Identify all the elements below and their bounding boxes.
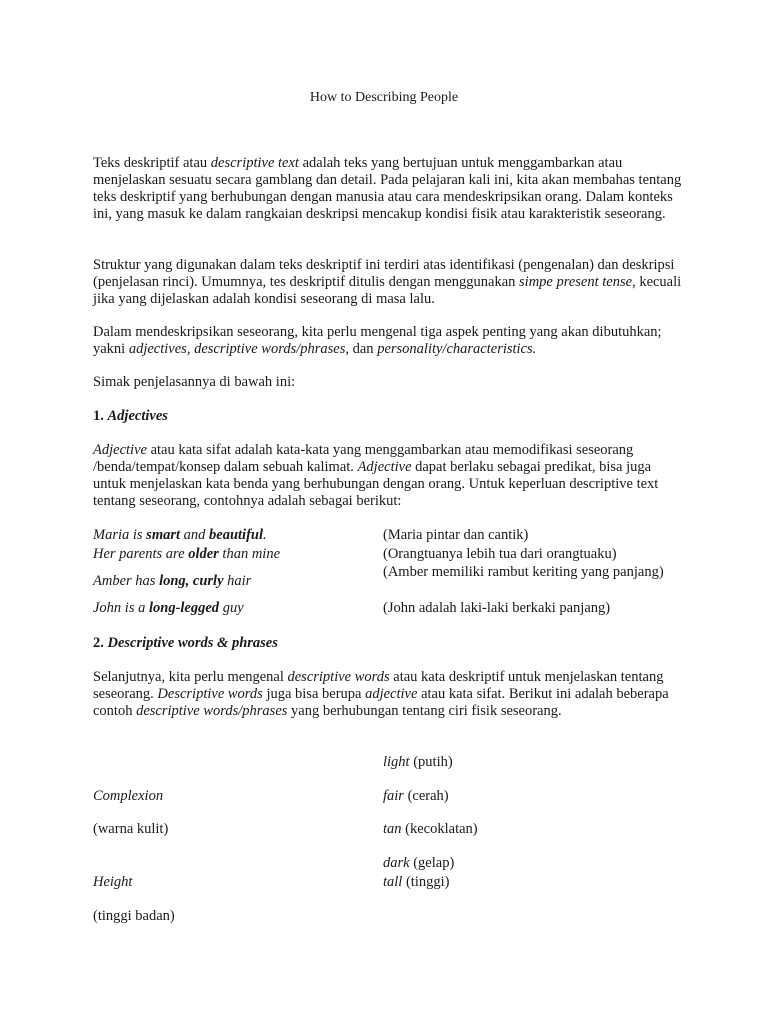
height-option [383,874,449,891]
intro-paragraph-3 [93,324,683,358]
text-run: atau kata sifat adalah kata-kata yang menggambarkan atau memodifikasi seseorang /benda/tempat/konsep dalam sebuah kalimat. [93,442,634,475]
text-run: . [263,527,267,543]
emphasis: Descriptive words [157,686,263,702]
category-label: Complexion [93,788,164,804]
text-run: adalah teks yang bertujuan untuk menggambarkan atau menjelaskan sesuatu secara gamblang dan detail. Pada pelajaran kali ini, kita akan membahas tentang teks deskriptif yang berhubungan dengan manusia atau cara mendeskripsikan orang. Dalam konteks ini, yang masuk ke dalam rangkaian deskripsi mencakup kondisi fisik atau karakteristik seseorang. [93,155,682,222]
text-run: Teks deskriptif atau [93,155,211,171]
emphasis: adjective [365,686,418,702]
text-run: yang berhubungan tentang ciri fisik seseorang. [287,703,562,719]
example-translation: (Amber memiliki rambut keriting yang panjang) [383,564,664,580]
meaning: (tinggi) [402,874,450,890]
height-label [93,874,132,891]
bold-term: smart [146,527,181,543]
example-translation: (Maria pintar dan cantik) [383,527,529,543]
section-number: 2. [93,635,108,651]
meaning: (kecoklatan) [401,821,478,837]
term: tall [383,874,403,890]
text-run: Her parents are [93,546,189,562]
text-run: Dalam mendeskripsikan seseorang, kita perlu mengenal tiga aspek penting yang akan dibutuhkan; yakni [93,324,662,357]
text-run: , kecuali jika yang dijelaskan adalah kondisi seseorang di masa lalu. [93,274,682,307]
bold-term: long, curly [159,573,224,589]
term: light [383,754,410,770]
text-run: , dan [345,341,378,357]
section-title: Adjectives [107,408,168,424]
term: tan [383,821,402,837]
intro-paragraph-2 [93,257,683,308]
text-run: John is a [93,600,149,616]
text-run: and [180,527,210,543]
section-2-paragraph [93,669,683,720]
complexion-sublabel: (warna kulit) [93,821,169,837]
section-2-heading [93,635,278,652]
text-run: than mine [218,546,281,562]
example-sentence [93,527,373,544]
height-sublabel: (tinggi badan) [93,908,175,924]
term: dark [383,855,410,871]
section-1-heading [93,408,168,425]
example-sentence [93,600,373,617]
emphasis: adjectives, descriptive words/phrases [128,341,346,357]
text-run: Selanjutnya, kita perlu mengenal [93,669,288,685]
emphasis: simpe present tense [519,274,633,290]
intro-paragraph-1 [93,155,683,223]
category-label: Height [93,874,133,890]
emphasis: descriptive text [210,155,299,171]
complexion-option [383,821,478,838]
section-number: 1. [93,408,108,424]
text-run: dapat berlaku sebagai predikat, bisa juga untuk menjelaskan kata benda yang berhubungan dengan orang. Untuk keperluan descriptive text tentang seseorang, contohnya adalah sebagai berikut: [93,459,659,509]
emphasis: Adjective [357,459,412,475]
text-run: Struktur yang digunakan dalam teks deskriptif ini terdiri atas identifikasi (pengenalan) dan deskripsi (penjelasan rinci). Umumnya, tes deskriptif ditulis dengan menggunakan [93,257,675,290]
example-translation: (John adalah laki-laki berkaki panjang) [383,600,611,616]
bold-term: long-legged [148,600,220,616]
meaning: (putih) [409,754,453,770]
complexion-label [93,788,163,805]
section-1-paragraph [93,442,683,510]
text-run: guy [219,600,244,616]
text-run: juga bisa berupa [262,686,366,702]
document-title: How to Describing People [309,90,459,105]
section-title: Descriptive words & phrases [107,635,278,651]
emphasis: descriptive words/phrases [136,703,288,719]
meaning: (gelap) [409,855,455,871]
term: fair [383,788,404,804]
bold-term: beautiful [209,527,263,543]
text-run: Maria is [93,527,147,543]
intro-paragraph-4: Simak penjelasannya di bawah ini: [93,374,296,390]
complexion-option [383,855,454,872]
bold-term: older [188,546,219,562]
text-run: Amber has [93,573,160,589]
emphasis: Adjective [93,442,147,458]
example-translation: (Orangtuanya lebih tua dari orangtuaku) [383,546,617,562]
example-sentence [93,573,373,590]
emphasis: descriptive words [287,669,390,685]
complexion-option [383,754,453,771]
meaning: (cerah) [403,788,449,804]
text-run: hair [223,573,252,589]
complexion-option [383,788,449,805]
text-run: atau kata sifat. Berikut ini adalah beberapa contoh [93,686,669,719]
example-sentence [93,546,373,563]
text-run: atau kata deskriptif untuk menjelaskan tentang seseorang. [93,669,664,702]
emphasis: personality/characteristics. [377,341,537,357]
